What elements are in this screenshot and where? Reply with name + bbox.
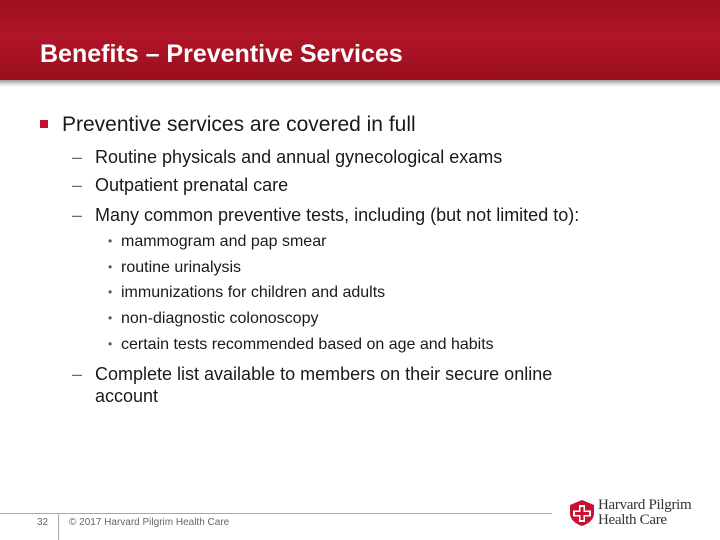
logo-line-2: Health Care (598, 512, 667, 528)
dash-bullet-icon: – (72, 205, 83, 225)
sub-bullet-text: Outpatient prenatal care (95, 175, 289, 195)
test-item-3 (108, 284, 385, 302)
sub-bullet-3 (72, 204, 579, 226)
sub-bullet-text: Many common preventive tests, including (but not limited to): (95, 205, 580, 225)
footer-separator (58, 513, 59, 540)
sub-bullet-1 (72, 146, 502, 168)
dot-bullet-icon: • (108, 234, 113, 248)
dash-bullet-icon: – (72, 364, 83, 384)
sub-bullet-4 (72, 363, 602, 407)
dash-bullet-icon: – (72, 175, 83, 195)
test-item-text: immunizations for children and adults (121, 284, 386, 301)
test-item-1 (108, 233, 326, 251)
harvard-pilgrim-logo-text (598, 498, 691, 528)
test-item-text: mammogram and pap smear (121, 233, 327, 250)
sub-bullet-2 (72, 174, 288, 196)
dash-bullet-icon: – (72, 147, 83, 167)
dot-bullet-icon: • (108, 285, 113, 299)
slide-title: Benefits – Preventive Services (40, 40, 403, 68)
square-bullet-icon (40, 120, 48, 128)
test-item-text: non-diagnostic colonoscopy (121, 310, 319, 327)
main-bullet-text: Preventive services are covered in full (62, 113, 416, 136)
copyright-text: © 2017 Harvard Pilgrim Health Care (69, 517, 230, 528)
sub-bullet-text: Routine physicals and annual gynecological exams (95, 147, 503, 167)
dot-bullet-icon: • (108, 260, 113, 274)
page-number: 32 (37, 517, 49, 528)
sub-bullet-text: Complete list available to members on their secure online account (95, 364, 553, 406)
main-bullet (40, 113, 416, 137)
logo-line-1: Harvard Pilgrim (598, 497, 692, 513)
dot-bullet-icon: • (108, 337, 113, 351)
test-item-text: certain tests recommended based on age and habits (121, 336, 494, 353)
title-bar-shadow (0, 80, 720, 87)
harvard-pilgrim-cross-icon (568, 499, 596, 532)
footer-divider (0, 513, 552, 514)
test-item-text: routine urinalysis (121, 259, 242, 276)
test-item-5 (108, 336, 494, 354)
dot-bullet-icon: • (108, 311, 113, 325)
test-item-2 (108, 259, 241, 277)
test-item-4 (108, 310, 318, 328)
